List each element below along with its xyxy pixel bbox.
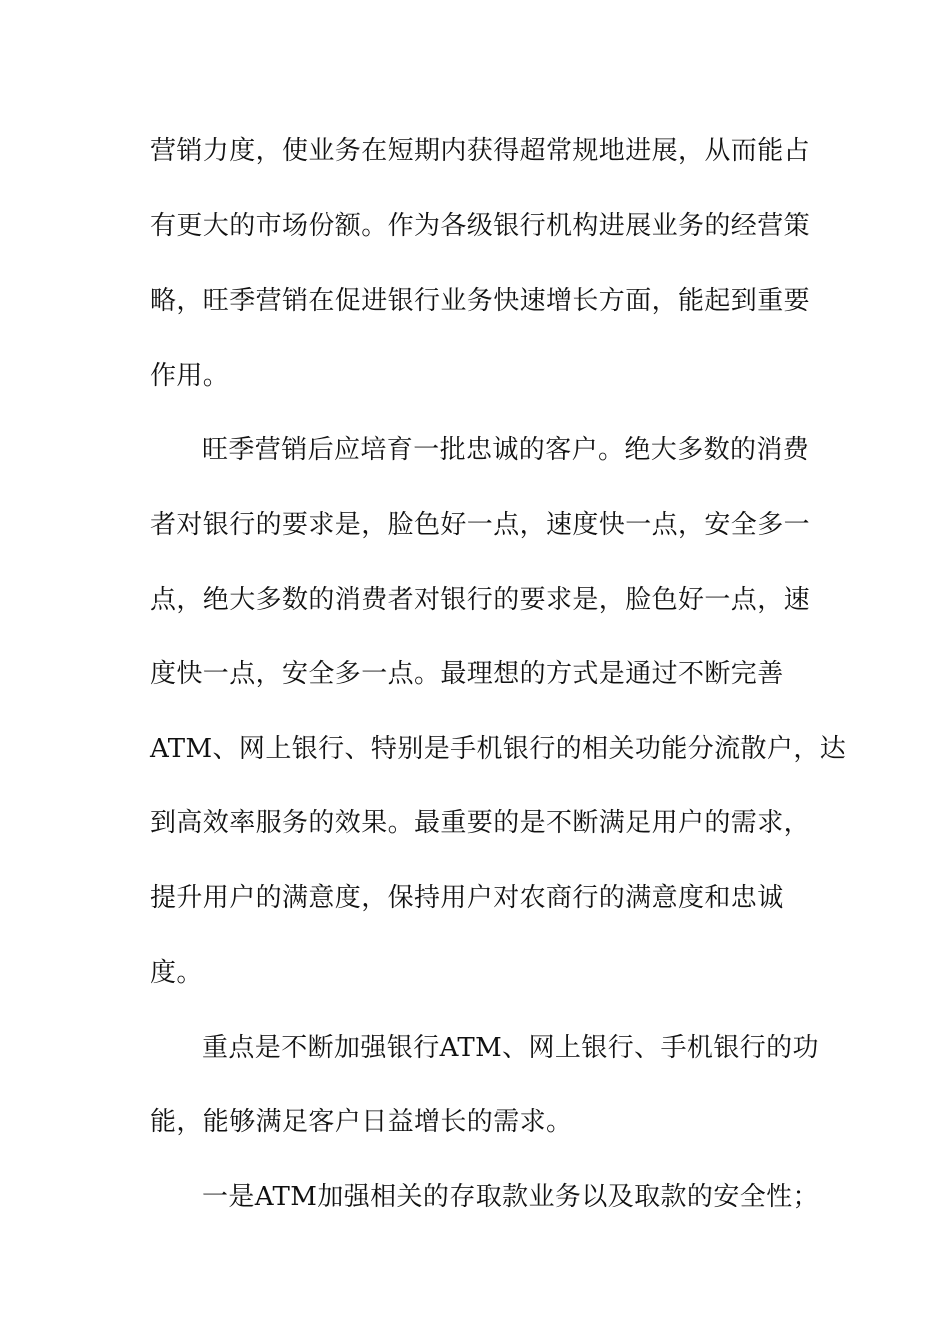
text-line: 略，旺季营销在促进银行业务快速增长方面，能起到重要 xyxy=(150,286,811,316)
paragraph-first-line: 重点是不断加强银行ATM、网上银行、手机银行的功 xyxy=(202,1033,819,1063)
paragraph-first-line: 旺季营销后应培育一批忠诚的客户。绝大多数的消费 xyxy=(202,435,810,465)
text-line: 提升用户的满意度，保持用户对农商行的满意度和忠诚 xyxy=(150,883,784,913)
text-line: ATM、网上银行、特别是手机银行的相关功能分流散户，达 xyxy=(150,734,847,764)
text-line: 作用。 xyxy=(150,361,230,391)
text-line: 度快一点，安全多一点。最理想的方式是通过不断完善 xyxy=(150,659,784,689)
text-line: 到高效率服务的效果。最重要的是不断满足用户的需求， xyxy=(150,808,811,838)
text-line: 能，能够满足客户日益增长的需求。 xyxy=(150,1107,573,1137)
text-line: 有更大的市场份额。作为各级银行机构进展业务的经营策 xyxy=(150,211,811,241)
text-line: 度。 xyxy=(150,958,203,988)
text-line: 营销力度，使业务在短期内获得超常规地进展，从而能占 xyxy=(150,136,811,166)
text-line: 点，绝大多数的消费者对银行的要求是，脸色好一点，速 xyxy=(150,585,811,615)
paragraph-first-line: 一是ATM加强相关的存取款业务以及取款的安全性； xyxy=(202,1182,819,1212)
text-line: 者对银行的要求是，脸色好一点，速度快一点，安全多一 xyxy=(150,510,811,540)
